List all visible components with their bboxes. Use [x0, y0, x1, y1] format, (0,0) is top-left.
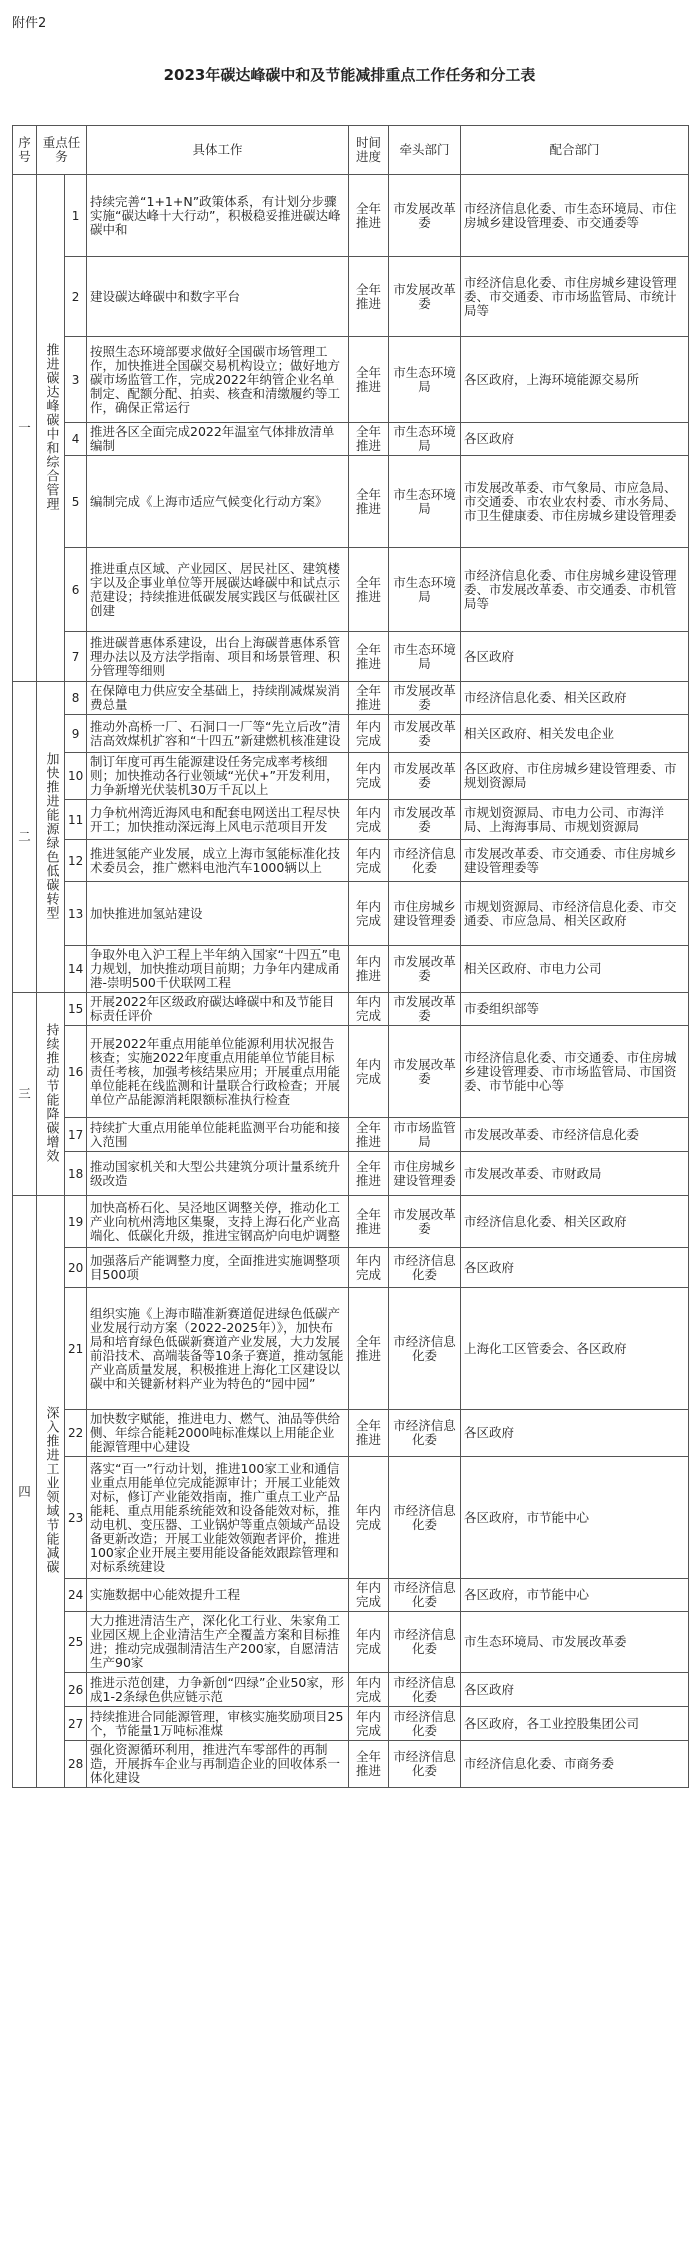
- row-work: 推进各区全面完成2022年温室气体排放清单编制: [87, 423, 349, 456]
- row-coop-dept: 市经济信息化委、市交通委、市住房城乡建设管理委、市市场监管局、市国资委、市节能中心等: [461, 1026, 689, 1118]
- row-coop-dept: 市经济信息化委、相关区政府: [461, 1196, 689, 1248]
- row-lead-dept: 市住房城乡建设管理委: [389, 1152, 461, 1196]
- header-task: 重点任务: [37, 126, 87, 175]
- row-work: 加强落后产能调整力度，全面推进实施调整项目500项: [87, 1248, 349, 1288]
- row-coop-dept: 市发展改革委、市经济信息化委: [461, 1118, 689, 1152]
- row-lead-dept: 市经济信息化委: [389, 1410, 461, 1457]
- document-title: 2023年碳达峰碳中和及节能减排重点工作任务和分工表: [163, 66, 536, 84]
- row-work: 强化资源循环利用，推进汽车零部件的再制造，开展拆车企业与再制造企业的回收体系一体化建设: [87, 1741, 349, 1788]
- row-work: 加快高桥石化、吴泾地区调整关停，推动化工产业向杭州湾地区集聚，支持上海石化产业高端化、低碳化升级，推进宝钢高炉向电炉调整: [87, 1196, 349, 1248]
- row-work: 力争杭州湾近海风电和配套电网送出工程尽快开工；加快推动深远海上风电示范项目开发: [87, 800, 349, 840]
- row-coop-dept: 市经济信息化委、市住房城乡建设管理委、市发展改革委、市交通委、市机管局等: [461, 548, 689, 632]
- row-number: 10: [65, 753, 87, 800]
- row-progress: 全年推进: [349, 423, 389, 456]
- row-number: 14: [65, 946, 87, 993]
- table-row: [13, 753, 689, 800]
- row-progress: 全年推进: [349, 257, 389, 337]
- row-lead-dept: 市经济信息化委: [389, 1248, 461, 1288]
- table-row: [13, 1248, 689, 1288]
- row-progress: 年内完成: [349, 1248, 389, 1288]
- row-progress: 年内完成: [349, 1026, 389, 1118]
- row-coop-dept: 市经济信息化委、市商务委: [461, 1741, 689, 1788]
- group-task: [37, 993, 65, 1196]
- group-seq: 二: [13, 682, 37, 993]
- row-progress: 全年推进: [349, 175, 389, 257]
- row-work: 开展2022年区级政府碳达峰碳中和及节能目标责任评价: [87, 993, 349, 1026]
- row-lead-dept: 市发展改革委: [389, 257, 461, 337]
- row-lead-dept: 市生态环境局: [389, 632, 461, 682]
- row-work: 大力推进清洁生产，深化化工行业、朱家角工业园区规上企业清洁生产全覆盖方案和目标推进；推动完成强制清洁生产200家，自愿清洁生产90家: [87, 1612, 349, 1673]
- row-number: 8: [65, 682, 87, 715]
- row-number: 7: [65, 632, 87, 682]
- row-work: 推进碳普惠体系建设，出台上海碳普惠体系管理办法以及方法学指南、项目和场景管理、积分管理等细则: [87, 632, 349, 682]
- row-lead-dept: 市经济信息化委: [389, 1457, 461, 1579]
- row-lead-dept: 市经济信息化委: [389, 1579, 461, 1612]
- row-lead-dept: 市发展改革委: [389, 1026, 461, 1118]
- row-coop-dept: 上海化工区管委会、各区政府: [461, 1288, 689, 1410]
- table-row: [13, 1152, 689, 1196]
- row-progress: 全年推进: [349, 548, 389, 632]
- row-number: 25: [65, 1612, 87, 1673]
- header-coop: 配合部门: [461, 126, 689, 175]
- table-row: [13, 548, 689, 632]
- row-lead-dept: 市经济信息化委: [389, 840, 461, 882]
- group-task-label: 加快推进能源绿色低碳转型: [43, 751, 59, 920]
- row-lead-dept: 市经济信息化委: [389, 1673, 461, 1707]
- row-coop-dept: 市生态环境局、市发展改革委: [461, 1612, 689, 1673]
- row-coop-dept: 各区政府，市节能中心: [461, 1457, 689, 1579]
- table-header-row: [13, 126, 689, 175]
- row-progress: 年内完成: [349, 840, 389, 882]
- group-task: [37, 1196, 65, 1788]
- row-lead-dept: 市发展改革委: [389, 946, 461, 993]
- table-row: [13, 1196, 689, 1248]
- header-seq: 序号: [13, 126, 37, 175]
- row-coop-dept: 相关区政府、市电力公司: [461, 946, 689, 993]
- row-progress: 全年推进: [349, 456, 389, 548]
- table-row: [13, 715, 689, 753]
- row-progress: 全年推进: [349, 1152, 389, 1196]
- table-row: [13, 993, 689, 1026]
- row-lead-dept: 市市场监管局: [389, 1118, 461, 1152]
- row-number: 5: [65, 456, 87, 548]
- row-lead-dept: 市发展改革委: [389, 993, 461, 1026]
- row-coop-dept: 市发展改革委、市财政局: [461, 1152, 689, 1196]
- row-work: 落实“百一”行动计划，推进100家工业和通信业重点用能单位完成能源审计；开展工业能效对标，修订产业能效指南，推广重点工业产品能耗、重点用能系统能效和设备能效对标，推动电机、变压器、工业锅炉等重点领域产品设备更新改造；开展工业能效领跑者评价，推进100家企业开展主要用能设备能效跟踪管理和对标系统建设: [87, 1457, 349, 1579]
- row-lead-dept: 市发展改革委: [389, 715, 461, 753]
- row-progress: 年内完成: [349, 993, 389, 1026]
- row-coop-dept: 各区政府: [461, 632, 689, 682]
- row-work: 推动国家机关和大型公共建筑分项计量系统升级改造: [87, 1152, 349, 1196]
- row-work: 加快数字赋能，推进电力、燃气、油品等供给侧、年综合能耗2000吨标准煤以上用能企业能源管理中心建设: [87, 1410, 349, 1457]
- row-number: 18: [65, 1152, 87, 1196]
- row-coop-dept: 相关区政府、相关发电企业: [461, 715, 689, 753]
- annex-label: 附件2: [12, 16, 47, 31]
- row-work: 持续推进合同能源管理，审核实施奖励项目25个，节能量1万吨标准煤: [87, 1707, 349, 1741]
- row-coop-dept: 市规划资源局、市电力公司、市海洋局、上海海事局、市规划资源局: [461, 800, 689, 840]
- row-number: 11: [65, 800, 87, 840]
- row-lead-dept: 市生态环境局: [389, 423, 461, 456]
- row-number: 22: [65, 1410, 87, 1457]
- table-row: [13, 1457, 689, 1579]
- table-body: [13, 175, 689, 1788]
- row-work: 在保障电力供应安全基础上，持续削减煤炭消费总量: [87, 682, 349, 715]
- row-coop-dept: 各区政府: [461, 1673, 689, 1707]
- row-progress: 年内完成: [349, 882, 389, 946]
- table-row: [13, 1673, 689, 1707]
- row-progress: 年内推进: [349, 946, 389, 993]
- row-progress: 全年推进: [349, 632, 389, 682]
- row-progress: 全年推进: [349, 1118, 389, 1152]
- row-coop-dept: 各区政府: [461, 1248, 689, 1288]
- row-coop-dept: 市发展改革委、市交通委、市住房城乡建设管理委等: [461, 840, 689, 882]
- row-coop-dept: 市经济信息化委、市住房城乡建设管理委、市交通委、市市场监管局、市统计局等: [461, 257, 689, 337]
- table-row: [13, 882, 689, 946]
- row-progress: 年内完成: [349, 1457, 389, 1579]
- table-row: [13, 1118, 689, 1152]
- table-row: [13, 257, 689, 337]
- row-number: 4: [65, 423, 87, 456]
- row-lead-dept: 市经济信息化委: [389, 1741, 461, 1788]
- group-seq: 四: [13, 1196, 37, 1788]
- table-row: [13, 946, 689, 993]
- row-coop-dept: 各区政府，各工业控股集团公司: [461, 1707, 689, 1741]
- table-row: [13, 1612, 689, 1673]
- row-coop-dept: 市经济信息化委、市生态环境局、市住房城乡建设管理委、市交通委等: [461, 175, 689, 257]
- row-work: 编制完成《上海市适应气候变化行动方案》: [87, 456, 349, 548]
- row-coop-dept: 市经济信息化委、相关区政府: [461, 682, 689, 715]
- row-coop-dept: 各区政府、市住房城乡建设管理委、市规划资源局: [461, 753, 689, 800]
- group-task-label: 推进碳达峰碳中和综合管理: [43, 342, 59, 511]
- row-progress: 全年推进: [349, 1196, 389, 1248]
- group-seq: 一: [13, 175, 37, 682]
- row-progress: 年内完成: [349, 800, 389, 840]
- row-progress: 年内完成: [349, 1579, 389, 1612]
- row-number: 15: [65, 993, 87, 1026]
- table-row: [13, 1026, 689, 1118]
- row-progress: 全年推进: [349, 682, 389, 715]
- row-work: 持续扩大重点用能单位能耗监测平台功能和接入范围: [87, 1118, 349, 1152]
- row-work: 开展2022年重点用能单位能源利用状况报告核查；实施2022年度重点用能单位节能目标责任考核，加强考核结果应用；开展重点用能单位能耗在线监测和计量联合行政检查；开展单位产品能源消耗限额标准执行检查: [87, 1026, 349, 1118]
- table-row: [13, 175, 689, 257]
- row-number: 24: [65, 1579, 87, 1612]
- table-row: [13, 1288, 689, 1410]
- task-table: [12, 125, 689, 1788]
- table-row: [13, 1741, 689, 1788]
- group-task-label: 持续推动节能降碳增效: [43, 1022, 59, 1163]
- row-number: 28: [65, 1741, 87, 1788]
- row-lead-dept: 市住房城乡建设管理委: [389, 882, 461, 946]
- row-work: 推进示范创建，力争新创“四绿”企业50家，形成1-2条绿色供应链示范: [87, 1673, 349, 1707]
- row-lead-dept: 市生态环境局: [389, 456, 461, 548]
- row-coop-dept: 各区政府: [461, 423, 689, 456]
- group-task-label: 深入推进工业领域节能减碳: [43, 1406, 59, 1574]
- table-row: [13, 1707, 689, 1741]
- row-work: 制订年度可再生能源建设任务完成率考核细则；加快推动各行业领域“光伏+”开发利用，力争新增光伏装机30万千瓦以上: [87, 753, 349, 800]
- table-row: [13, 632, 689, 682]
- row-number: 6: [65, 548, 87, 632]
- row-work: 建设碳达峰碳中和数字平台: [87, 257, 349, 337]
- row-number: 27: [65, 1707, 87, 1741]
- row-number: 20: [65, 1248, 87, 1288]
- row-lead-dept: 市发展改革委: [389, 753, 461, 800]
- row-progress: 全年推进: [349, 1410, 389, 1457]
- row-number: 26: [65, 1673, 87, 1707]
- row-progress: 年内完成: [349, 753, 389, 800]
- row-number: 1: [65, 175, 87, 257]
- row-lead-dept: 市发展改革委: [389, 682, 461, 715]
- row-number: 19: [65, 1196, 87, 1248]
- row-lead-dept: 市经济信息化委: [389, 1288, 461, 1410]
- table-row: [13, 456, 689, 548]
- row-coop-dept: 市委组织部等: [461, 993, 689, 1026]
- row-number: 23: [65, 1457, 87, 1579]
- header-lead: 牵头部门: [389, 126, 461, 175]
- row-coop-dept: 市规划资源局、市经济信息化委、市交通委、市应急局、相关区政府: [461, 882, 689, 946]
- row-lead-dept: 市发展改革委: [389, 1196, 461, 1248]
- row-work: 实施数据中心能效提升工程: [87, 1579, 349, 1612]
- row-lead-dept: 市发展改革委: [389, 800, 461, 840]
- row-lead-dept: 市生态环境局: [389, 548, 461, 632]
- header-work: 具体工作: [87, 126, 349, 175]
- row-lead-dept: 市经济信息化委: [389, 1707, 461, 1741]
- row-number: 13: [65, 882, 87, 946]
- row-progress: 年内完成: [349, 1707, 389, 1741]
- table-row: [13, 423, 689, 456]
- row-number: 3: [65, 337, 87, 423]
- row-lead-dept: 市生态环境局: [389, 337, 461, 423]
- table-row: [13, 800, 689, 840]
- row-coop-dept: 市发展改革委、市气象局、市应急局、市交通委、市农业农村委、市水务局、市卫生健康委、市住房城乡建设管理委: [461, 456, 689, 548]
- row-work: 推进重点区域、产业园区、居民社区、建筑楼宇以及企事业单位等开展碳达峰碳中和试点示范建设；持续推进低碳发展实践区与低碳社区创建: [87, 548, 349, 632]
- table-row: [13, 337, 689, 423]
- row-number: 17: [65, 1118, 87, 1152]
- row-number: 2: [65, 257, 87, 337]
- table-row: [13, 682, 689, 715]
- row-progress: 全年推进: [349, 1288, 389, 1410]
- row-progress: 年内完成: [349, 1673, 389, 1707]
- row-coop-dept: 各区政府，上海环境能源交易所: [461, 337, 689, 423]
- row-progress: 全年推进: [349, 337, 389, 423]
- table-row: [13, 1579, 689, 1612]
- group-task: [37, 175, 65, 682]
- row-lead-dept: 市发展改革委: [389, 175, 461, 257]
- row-work: 推进氢能产业发展，成立上海市氢能标准化技术委员会，推广燃料电池汽车1000辆以上: [87, 840, 349, 882]
- row-number: 12: [65, 840, 87, 882]
- row-number: 16: [65, 1026, 87, 1118]
- row-work: 加快推进加氢站建设: [87, 882, 349, 946]
- table-row: [13, 840, 689, 882]
- group-task: [37, 682, 65, 993]
- row-number: 21: [65, 1288, 87, 1410]
- row-work: 持续完善“1+1+N”政策体系，有计划分步骤实施“碳达峰十大行动”，积极稳妥推进碳达峰碳中和: [87, 175, 349, 257]
- row-progress: 年内完成: [349, 715, 389, 753]
- row-work: 组织实施《上海市瞄准新赛道促进绿色低碳产业发展行动方案（2022-2025年）》，加快布局和培育绿色低碳新赛道产业发展，大力发展前沿技术、高端装备等10条子赛道，推动氢能产业高质量发展，积极推进上海化工区建设以碳中和关键新材料产业为特色的“园中园”: [87, 1288, 349, 1410]
- row-coop-dept: 各区政府: [461, 1410, 689, 1457]
- group-seq: 三: [13, 993, 37, 1196]
- row-number: 9: [65, 715, 87, 753]
- table-row: [13, 1410, 689, 1457]
- row-progress: 全年推进: [349, 1741, 389, 1788]
- row-work: 按照生态环境部要求做好全国碳市场管理工作，加快推进全国碳交易机构设立；做好地方碳市场监管工作，完成2022年纳管企业名单制定、配额分配、拍卖、核查和清缴履约等工作，确保正常运行: [87, 337, 349, 423]
- row-progress: 年内完成: [349, 1612, 389, 1673]
- row-lead-dept: 市经济信息化委: [389, 1612, 461, 1673]
- row-coop-dept: 各区政府，市节能中心: [461, 1579, 689, 1612]
- row-work: 推动外高桥一厂、石洞口一厂等“先立后改”清洁高效煤机扩容和“十四五”新建燃机核准建设: [87, 715, 349, 753]
- header-progress: 时间进度: [349, 126, 389, 175]
- row-work: 争取外电入沪工程上半年纳入国家“十四五”电力规划，加快推动项目前期；力争年内建成甬港-崇明500千伏联网工程: [87, 946, 349, 993]
